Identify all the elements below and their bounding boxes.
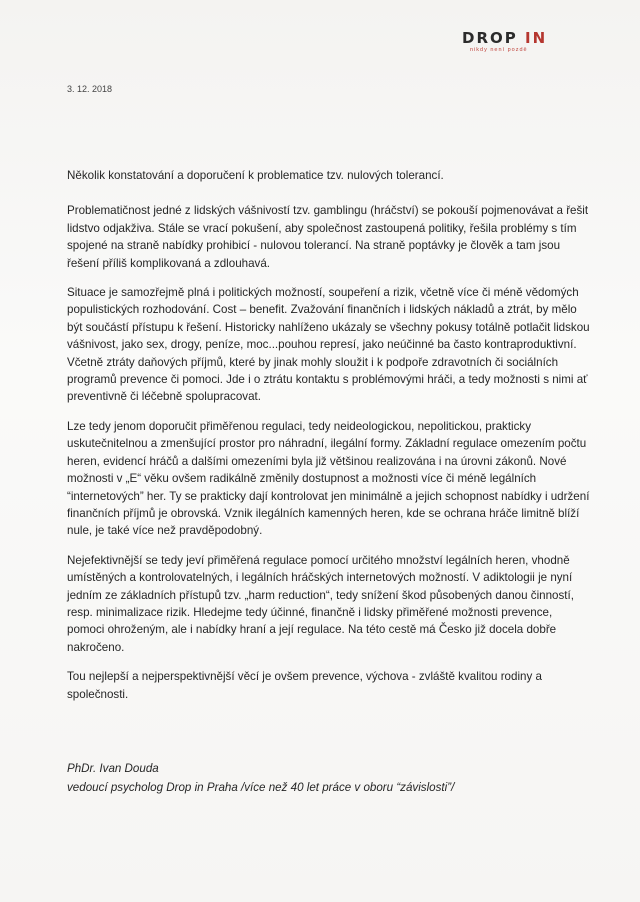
signature-block xyxy=(67,760,454,797)
letter-date: 3. 12. 2018 xyxy=(67,84,113,94)
signature-title: vedoucí psycholog Drop in Praha /více než 40 let práce v oboru “závislosti”/ xyxy=(67,780,455,794)
logo-tagline: nikdy není pozdě xyxy=(470,47,528,53)
paragraph-2: Situace je samozřejmě plná i politických možností, soupeření a rizik, včetně více či méně vědomých populistických rozhodování. Cost – benefit. Zvažování finančních i lidských nákladů a ztrát, by mělo být součástí přístupu k řešení. Historicky nahlíženo ukázaly se všechny pokusy totálně potlačit lidskou vášnivost, jako sex, drogy, peníze, moc...pouhou represí, jako neúčinné ba často kontraproduktivní. Včetně ztráty daňových příjmů, které by jinak mohly sloužit i k podpoře zdravotních či sociálních programů prevence či pomoci. Jde i o ztrátu kontaktu s problémovými hráči, a tedy možnosti s nimi ať preventivně či léčebně spolupracovat. xyxy=(67,286,590,404)
letter-heading: Několik konstatování a doporučení k problematice tzv. nulových tolerancí. xyxy=(67,169,444,182)
paragraph-3: Lze tedy jenom doporučit přiměřenou regulaci, tedy neideologickou, nepolitickou, prakticky uskutečnitelnou a zmenšující prostor pro náhradní, ilegální formy. Základní regulace omezením počtu heren, evidencí hráčů a dalšími omezeními byla již většinou realizována i na úrovni zákonů. Nové možnosti v „E“ věku ovšem radikálně změnily dostupnost a možnosti více či méně legálních “internetových” her. Ty se prakticky dají kontrolovat jen minimálně a jejich schopnost nabídky i udržení finančních příjmů je obrovská. Vznik ilegálních kamenných heren, kde se ochrana hráče limitně blíží nule, je také více než pravděpodobný. xyxy=(67,419,590,538)
signature-name: PhDr. Ivan Douda xyxy=(67,762,159,775)
letter-body xyxy=(67,167,592,715)
drop-in-logo xyxy=(462,30,562,53)
logo-brand-main: DROP xyxy=(462,29,518,47)
logo-wordmark xyxy=(462,30,562,46)
paragraph-5: Tou nejlepší a nejperspektivnější věcí je ovšem prevence, výchova - zvláště kvalitou rodiny a společnosti. xyxy=(67,670,542,701)
paragraph-1: Problematičnost jedné z lidských vášnivostí tzv. gamblingu (hráčství) se pokouší pojmenovávat a řešit lidstvo odjakživa. Stále se vrací pokušení, aby společnost zastoupená politiky, řešila problémy s tím spojené na straně nabídky prohibicí - nulovou tolerancí. Na straně poptávky je člověk a tam jsou řešení příliš komplikovaná a zdlouhavá. xyxy=(67,204,589,270)
logo-brand-in: IN xyxy=(524,29,548,47)
paragraph-4: Nejefektivnější se tedy jeví přiměřená regulace pomocí určitého množství legálních heren, vhodně umístěných a kontrolovatelných, i legálních hráčských internetových možností. V adiktologii je nyní jedním ze základních přístupů tzv. „harm reduction“, tedy snížení škod působených danou činností, resp. minimalizace rizik. Hledejme tedy účinné, finančně i lidsky přiměřené možnosti prevence, pomoci ohroženým, ale i nabídky hraní a její regulace. Na této cestě má Česko již docela dobře nakročeno. xyxy=(67,553,574,654)
